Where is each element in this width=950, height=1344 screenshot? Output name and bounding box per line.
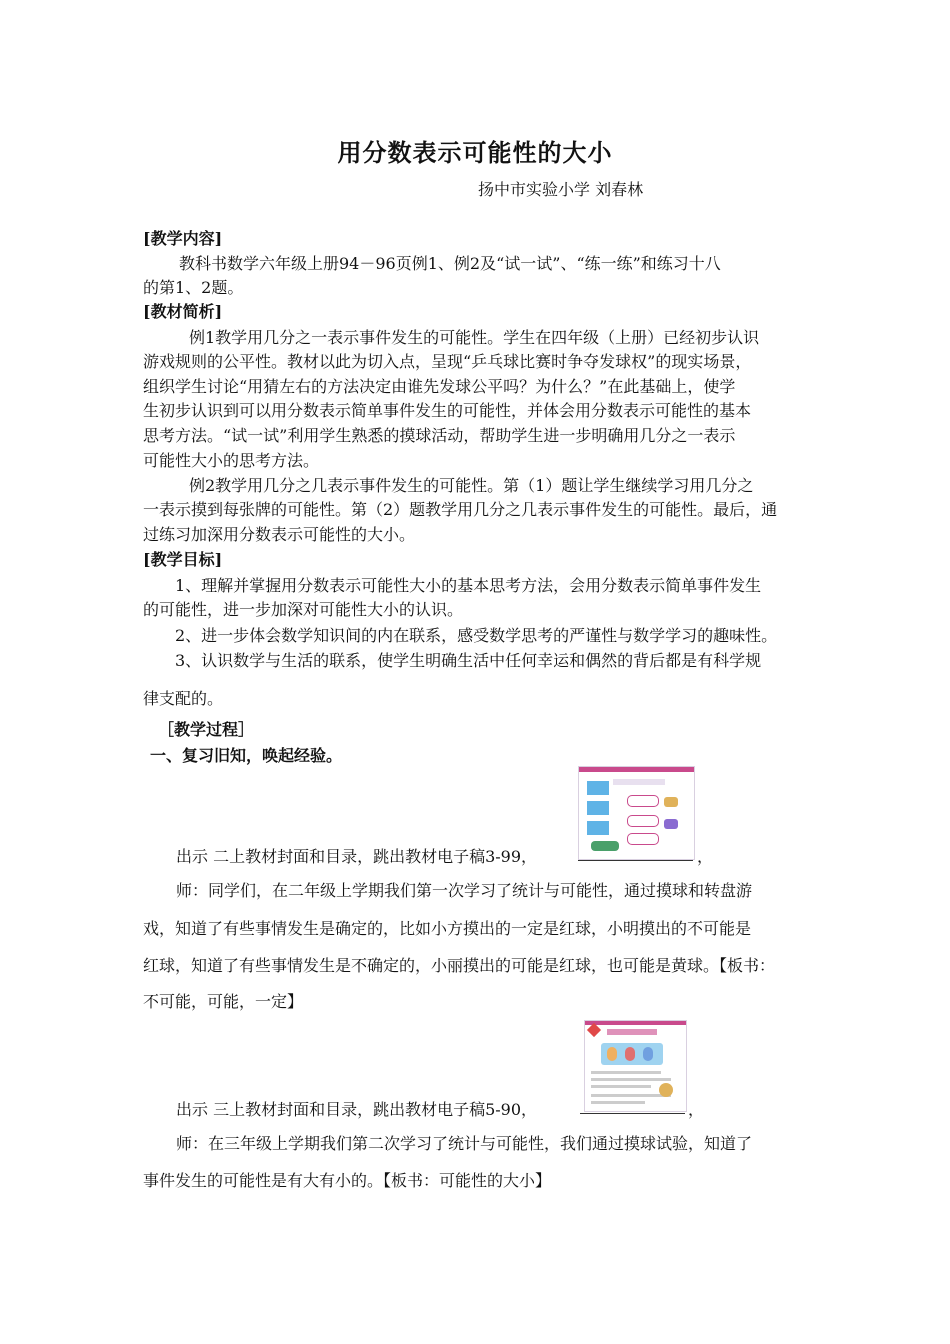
analysis-line-7: 例2教学用几分之几表示事件发生的可能性。第（1）题让学生继续学习用几分之 — [189, 476, 754, 495]
content-heading: [教学内容] — [143, 229, 223, 248]
analysis-line-9: 过练习加深用分数表示可能性的大小。 — [143, 525, 416, 544]
teacher1-line-1: 师：同学们，在二年级上学期我们第一次学习了统计与可能性，通过摸球和转盘游 — [176, 881, 753, 900]
show2-end: ， — [688, 1100, 705, 1119]
teacher2-line-2: 事件发生的可能性是有大有小的。【板书：可能性的大小】 — [143, 1171, 552, 1190]
analysis-line-5: 思考方法。“试一试”利用学生熟悉的摸球活动，帮助学生进一步明确用几分之一表示 — [143, 426, 736, 445]
thumbnail-2-underline — [580, 1113, 685, 1114]
textbook-thumbnail-1 — [578, 766, 695, 860]
analysis-line-2: 游戏规则的公平性。教材以此为切入点，呈现“乒乓球比赛时争夺发球权”的现实场景， — [143, 352, 752, 371]
goals-heading: [教学目标] — [143, 550, 223, 569]
author-line: 扬中市实验小学 刘春林 — [478, 180, 644, 199]
analysis-line-6: 可能性大小的思考方法。 — [143, 451, 320, 470]
goals-line-2: 的可能性，进一步加深对可能性大小的认识。 — [143, 600, 464, 619]
goals-line-3: 2、进一步体会数学知识间的内在联系，感受数学思考的严谨性与数学学习的趣味性。 — [175, 626, 778, 645]
process-heading: ［教学过程］ — [158, 720, 255, 739]
textbook-thumbnail-2 — [584, 1020, 687, 1112]
content-line-2: 的第1、2题。 — [143, 278, 244, 297]
show2-line: 出示 三上教材封面和目录，跳出教材电子稿5-90， — [176, 1100, 538, 1119]
analysis-line-4: 生初步认识到可以用分数表示简单事件发生的可能性，并体会用分数表示可能性的基本 — [143, 401, 752, 420]
teacher1-line-3: 红球，知道了有些事情发生是不确定的，小丽摸出的可能是红球，也可能是黄球。【板书： — [143, 956, 776, 975]
goals-line-5: 律支配的。 — [143, 689, 224, 708]
teacher2-line-1: 师：在三年级上学期我们第二次学习了统计与可能性，我们通过摸球试验，知道了 — [176, 1134, 753, 1153]
thumbnail-1-underline — [578, 860, 693, 861]
show1-line: 出示 二上教材封面和目录，跳出教材电子稿3-99， — [176, 847, 538, 866]
goals-line-4: 3、认识数学与生活的联系，使学生明确生活中任何幸运和偶然的背后都是有科学规 — [175, 651, 762, 670]
analysis-heading: [教材简析] — [143, 302, 223, 321]
analysis-line-1: 例1教学用几分之一表示事件发生的可能性。学生在四年级（上册）已经初步认识 — [189, 328, 760, 347]
show1-end: ， — [697, 847, 714, 866]
analysis-line-3: 组织学生讨论“用猜左右的方法决定由谁先发球公平吗？为什么？”在此基础上，使学 — [143, 377, 736, 396]
analysis-line-8: 一表示摸到每张牌的可能性。第（2）题教学用几分之几表示事件发生的可能性。最后，通 — [143, 500, 778, 519]
teacher1-line-4: 不可能，可能，一定】 — [143, 992, 304, 1011]
teacher1-line-2: 戏，知道了有些事情发生是确定的，比如小方摸出的一定是红球，小明摸出的不可能是 — [143, 919, 752, 938]
content-line-1: 教科书数学六年级上册94－96页例1、例2及“试一试”、“练一练”和练习十八 — [179, 254, 721, 273]
step1-heading: 一、复习旧知，唤起经验。 — [150, 746, 343, 765]
goals-line-1: 1、理解并掌握用分数表示可能性大小的基本思考方法，会用分数表示简单事件发生 — [175, 576, 762, 595]
page-title: 用分数表示可能性的大小 — [337, 139, 613, 167]
